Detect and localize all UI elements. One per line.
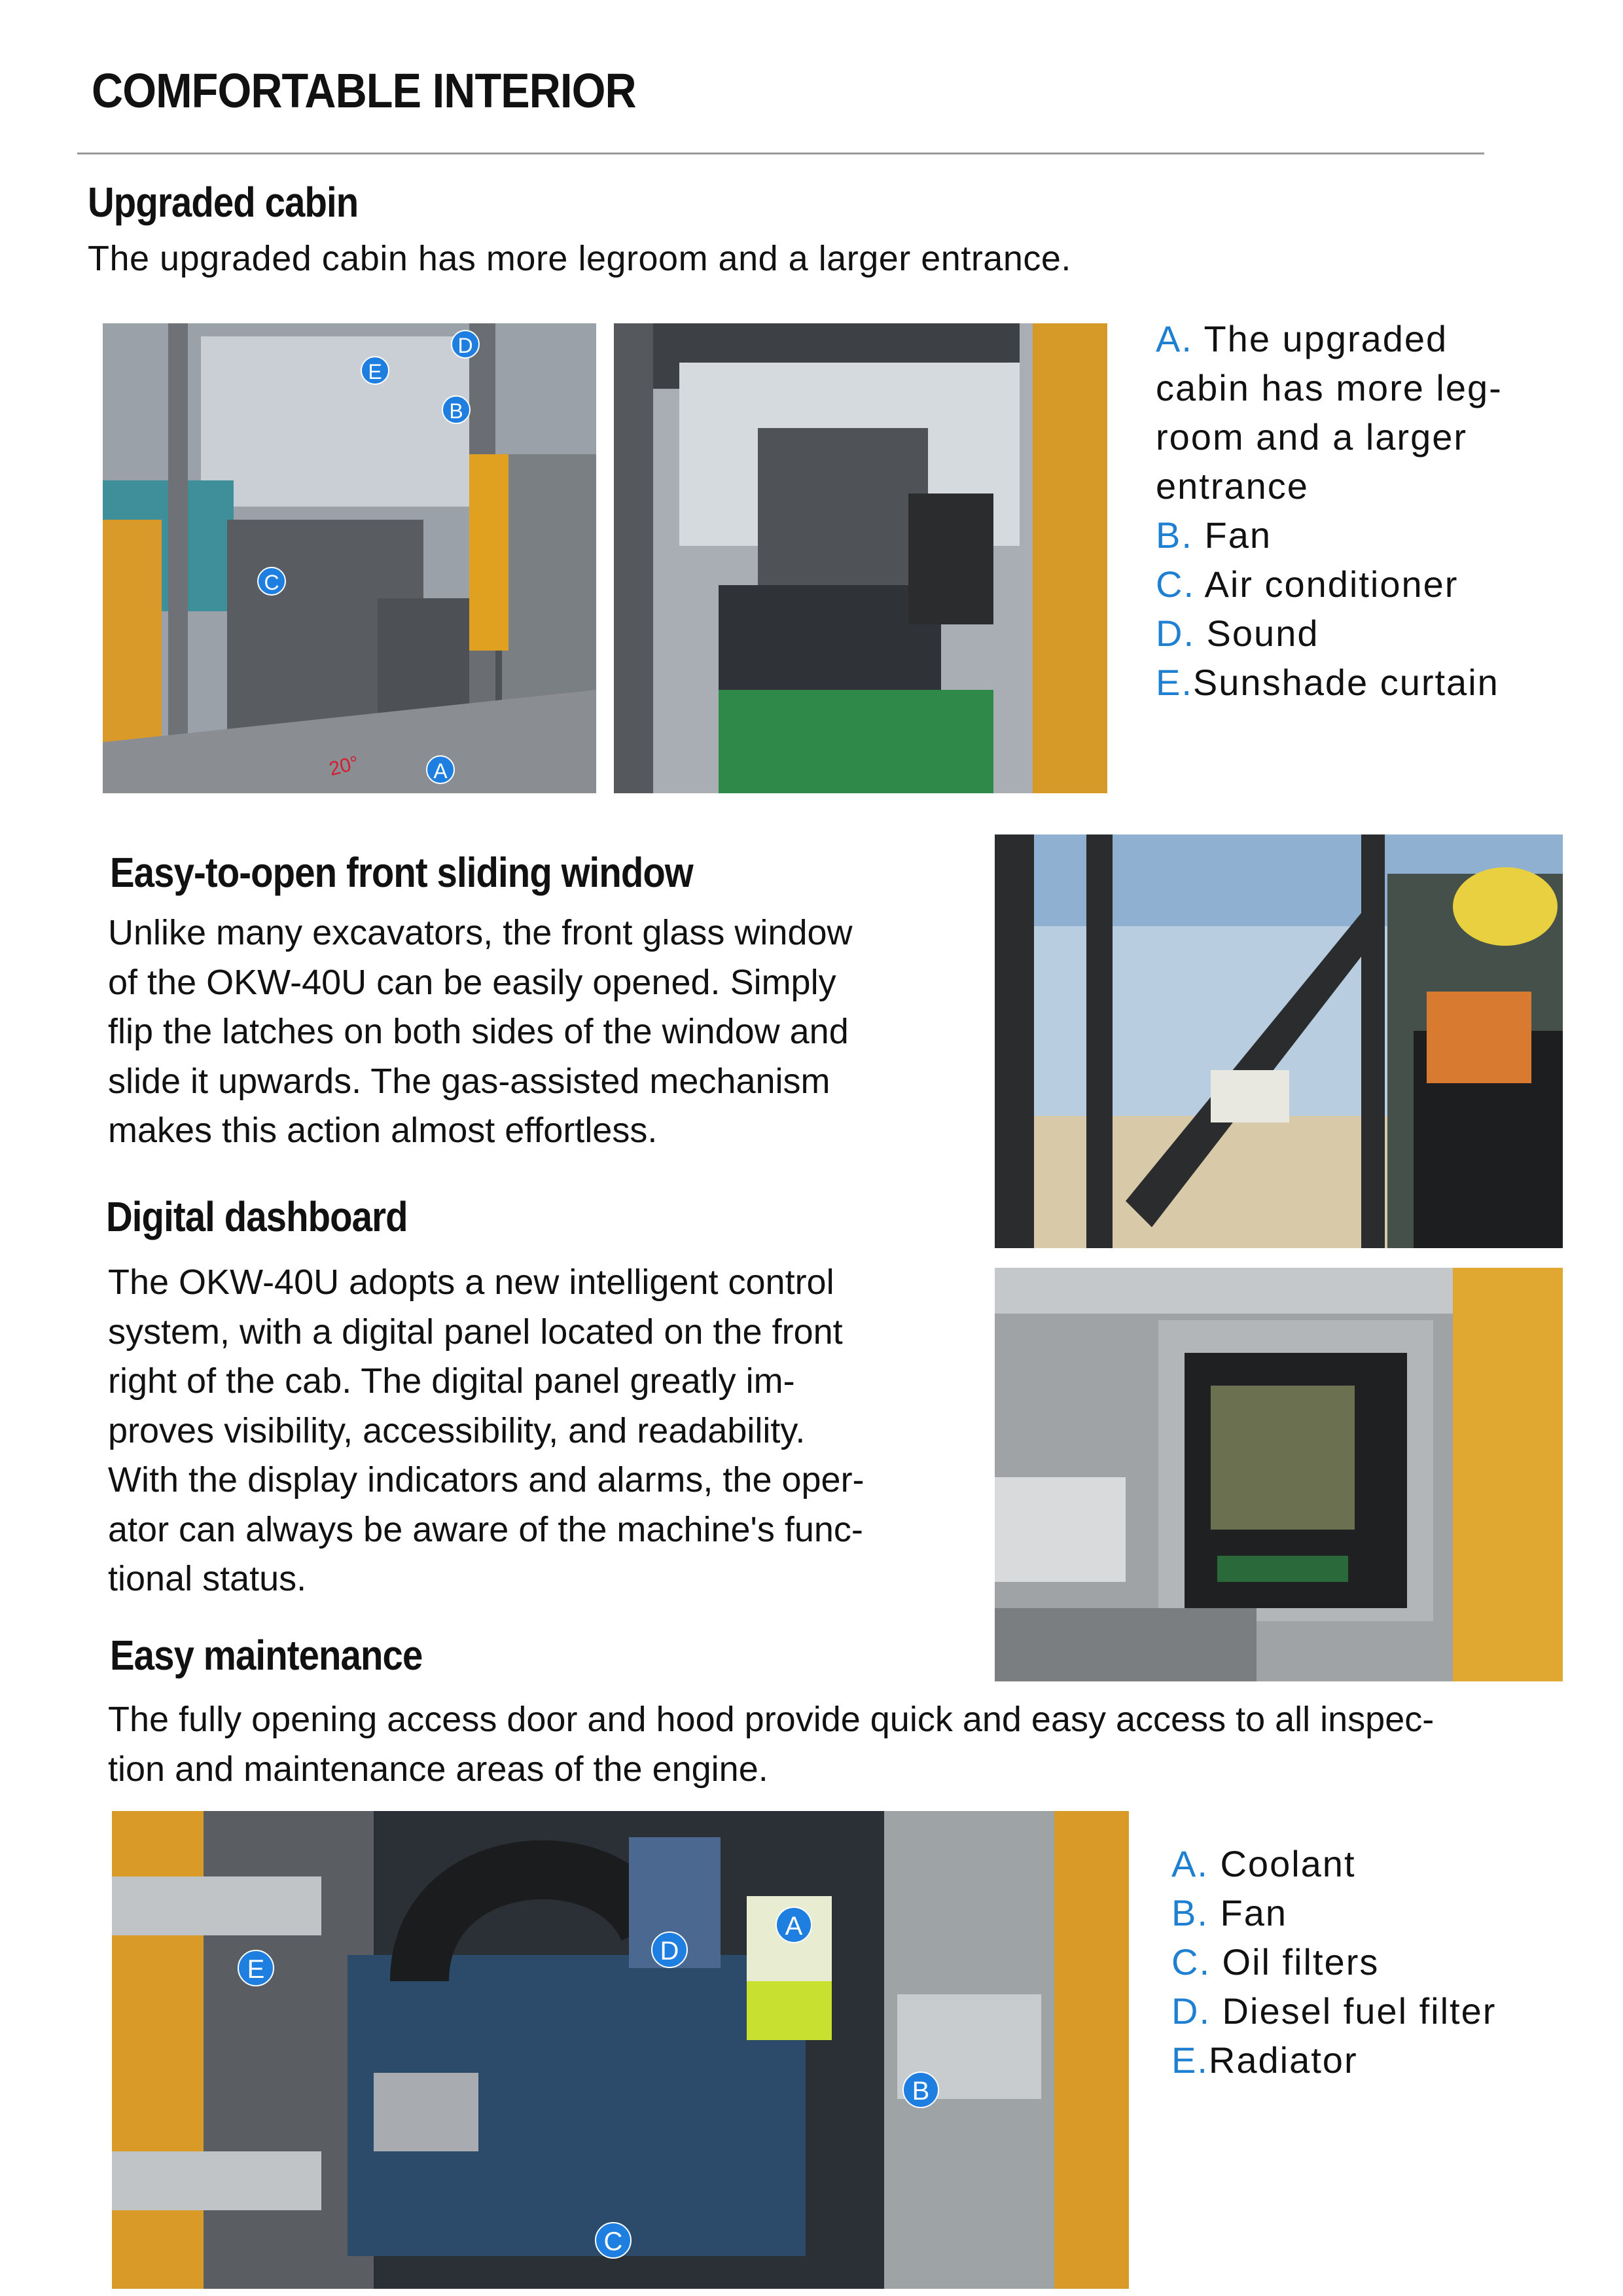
- cabin-intro: The upgraded cabin has more legroom and a larger entrance.: [88, 239, 1071, 278]
- window-body: Unlike many excavators, the front glass window of the OKW-40U can be easily opened. Simply flip the latches on both sides of the window and slide it upwards. The gas-assisted mechanism makes this action almost effortless.: [108, 913, 853, 1150]
- list-item: room and a larger: [1156, 416, 1468, 457]
- dashboard-body: The OKW-40U adopts a new intelligent control system, with a digital panel located on the front right of the cab. The digital panel greatly im- proves visibility, accessibility, and readability. With the display indicators and alarms, the oper- ator can always be aware of the machine's func- tional status.: [108, 1263, 865, 1598]
- list-item: C. Air conditioner: [1156, 564, 1459, 605]
- list-item: cabin has more leg-: [1156, 367, 1503, 408]
- cabin-heading: Upgraded cabin: [88, 179, 359, 226]
- list-item: B. Fan: [1156, 514, 1272, 556]
- dashboard-heading: Digital dashboard: [106, 1193, 408, 1240]
- marker-e: E: [238, 1950, 274, 1986]
- marker-a: A: [426, 755, 455, 784]
- title-divider: [77, 152, 1484, 154]
- window-heading: Easy-to-open front sliding window: [110, 849, 693, 896]
- list-item: A. Coolant: [1171, 1843, 1356, 1884]
- angle-label: 20°: [327, 752, 361, 781]
- page-title: COMFORTABLE INTERIOR: [92, 63, 636, 118]
- list-item: B. Fan: [1171, 1892, 1287, 1933]
- list-item: D. Sound: [1156, 613, 1319, 654]
- list-item: E.Radiator: [1171, 2039, 1358, 2081]
- engine-photo: [112, 1811, 1129, 2289]
- marker-a: A: [776, 1907, 812, 1943]
- maintenance-body: The fully opening access door and hood provide quick and easy access to all inspec- tion and maintenance areas of the engine.: [108, 1700, 1435, 1789]
- list-item: A. The upgraded: [1156, 318, 1448, 359]
- cabin-side-photo: [103, 323, 596, 793]
- list-item: entrance: [1156, 465, 1309, 507]
- dashboard-photo: [995, 1268, 1563, 1681]
- marker-c: C: [257, 567, 286, 596]
- maintenance-feature-list: [1171, 1839, 1496, 2085]
- maintenance-heading: Easy maintenance: [110, 1632, 423, 1679]
- marker-c: C: [595, 2222, 632, 2259]
- list-item: E.Sunshade curtain: [1156, 662, 1499, 703]
- marker-e: E: [361, 356, 389, 385]
- cabin-feature-list: [1156, 314, 1503, 707]
- cabin-front-photo: [614, 323, 1107, 793]
- list-item: C. Oil filters: [1171, 1941, 1380, 1982]
- marker-d: D: [451, 330, 480, 359]
- marker-b: B: [442, 395, 471, 424]
- marker-d: D: [651, 1931, 688, 1968]
- window-photo: [995, 834, 1563, 1248]
- list-item: D. Diesel fuel filter: [1171, 1990, 1497, 2032]
- marker-b: B: [902, 2072, 939, 2108]
